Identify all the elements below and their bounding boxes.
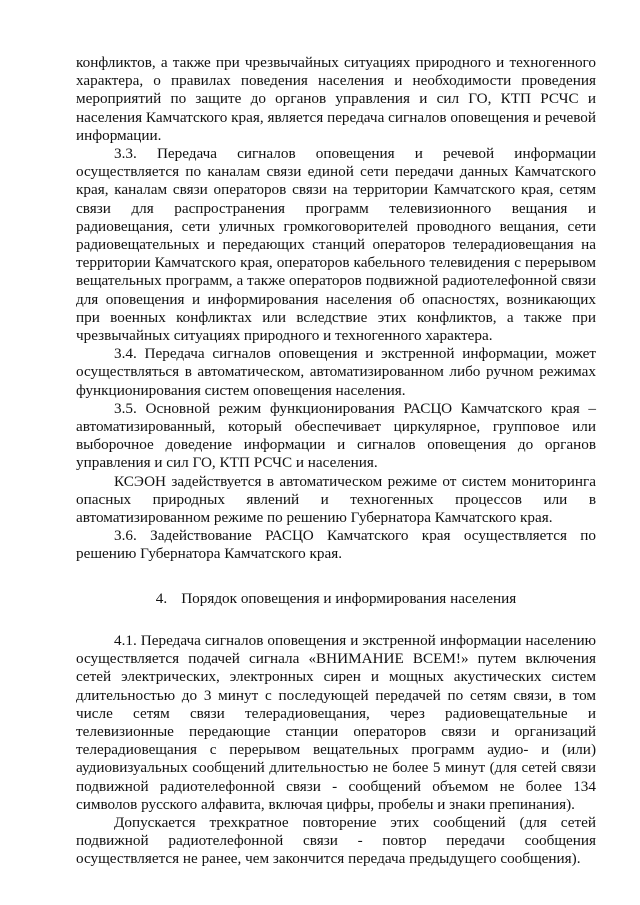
section-number: 4.: [155, 589, 168, 607]
document-page: [76, 54, 596, 869]
paragraph-3-5: 3.5. Основной режим функционирования РАСЦО Камчатского края – автоматизированный, который обеспечивает циркулярное, групповое или выборочное доведение информации и сигналов оповещения до органов управления и сил ГО, КТП РСЧС и населения.: [76, 399, 596, 472]
paragraph-kseon: КСЭОН задействуется в автоматическом режиме от систем мониторинга опасных природных явлений и техногенных процессов или в автоматизированном режиме по решению Губернатора Камчатского края.: [76, 472, 596, 527]
paragraph-4-1: 4.1. Передача сигналов оповещения и экстренной информации населению осуществляется подачей сигнала «ВНИМАНИЕ ВСЕМ!» путем включения сетей электрических, электронных сирен и мощных акустических систем длительностью до 3 минут с последующей передачей по сетям связи, в том числе сетям связи телерадиовещания, через радиовещательные и телевизионные передающие станции операторов связи и организаций телерадиовещания с перерывом вещательных программ аудио- и (или) аудиовизуальных сообщений длительностью не более 5 минут (для сетей связи подвижной радиотелефонной связи - сообщений объемом не более 134 символов русского алфавита, включая цифры, пробелы и знаки препинания).: [76, 631, 596, 813]
paragraph-repeat-allowed: Допускается трехкратное повторение этих сообщений (для сетей подвижной радиотелефонной связи - повтор передачи сообщения осуществляется не ранее, чем закончится передача предыдущего сообщения).: [76, 813, 596, 868]
paragraph-intro-continuation: конфликтов, а также при чрезвычайных ситуациях природного и техногенного характера, о правилах поведения населения и необходимости проведения мероприятий по защите до органов управления и сил ГО, КТП РСЧС и населения Камчатского края, является передача сигналов оповещения и речевой информации.: [76, 54, 597, 144]
paragraph-3-3: 3.3. Передача сигналов оповещения и речевой информации осуществляется по каналам связи единой сети передачи данных Камчатского края, каналам связи операторов связи на территории Камчатского края, сетям связи для распространения программ телевизионного вещания и радиовещания, сети уличных громкоговорителей проводного вещания, сети радиовещательных и передающих станций операторов телерадиовещания на территории Камчатского края, операторов кабельного телевидения с перерывом вещательных программ, а также операторов подвижной радиотелефонной связи для оповещения и информирования населения об опасностях, возникающих при военных конфликтах или вследствие этих конфликтов, а также при чрезвычайных ситуациях природного и техногенного характера.: [76, 145, 596, 345]
paragraph-3-6: 3.6. Задействование РАСЦО Камчатского края осуществляется по решению Губернатора Камчатского края.: [76, 527, 596, 563]
section-heading: [76, 590, 596, 608]
section-title: Порядок оповещения и информирования населения: [181, 589, 517, 607]
paragraph-3-4: 3.4. Передача сигналов оповещения и экстренной информации, может осуществляться в автоматическом, автоматизированном либо ручном режимах функционирования систем оповещения населения.: [76, 345, 596, 399]
